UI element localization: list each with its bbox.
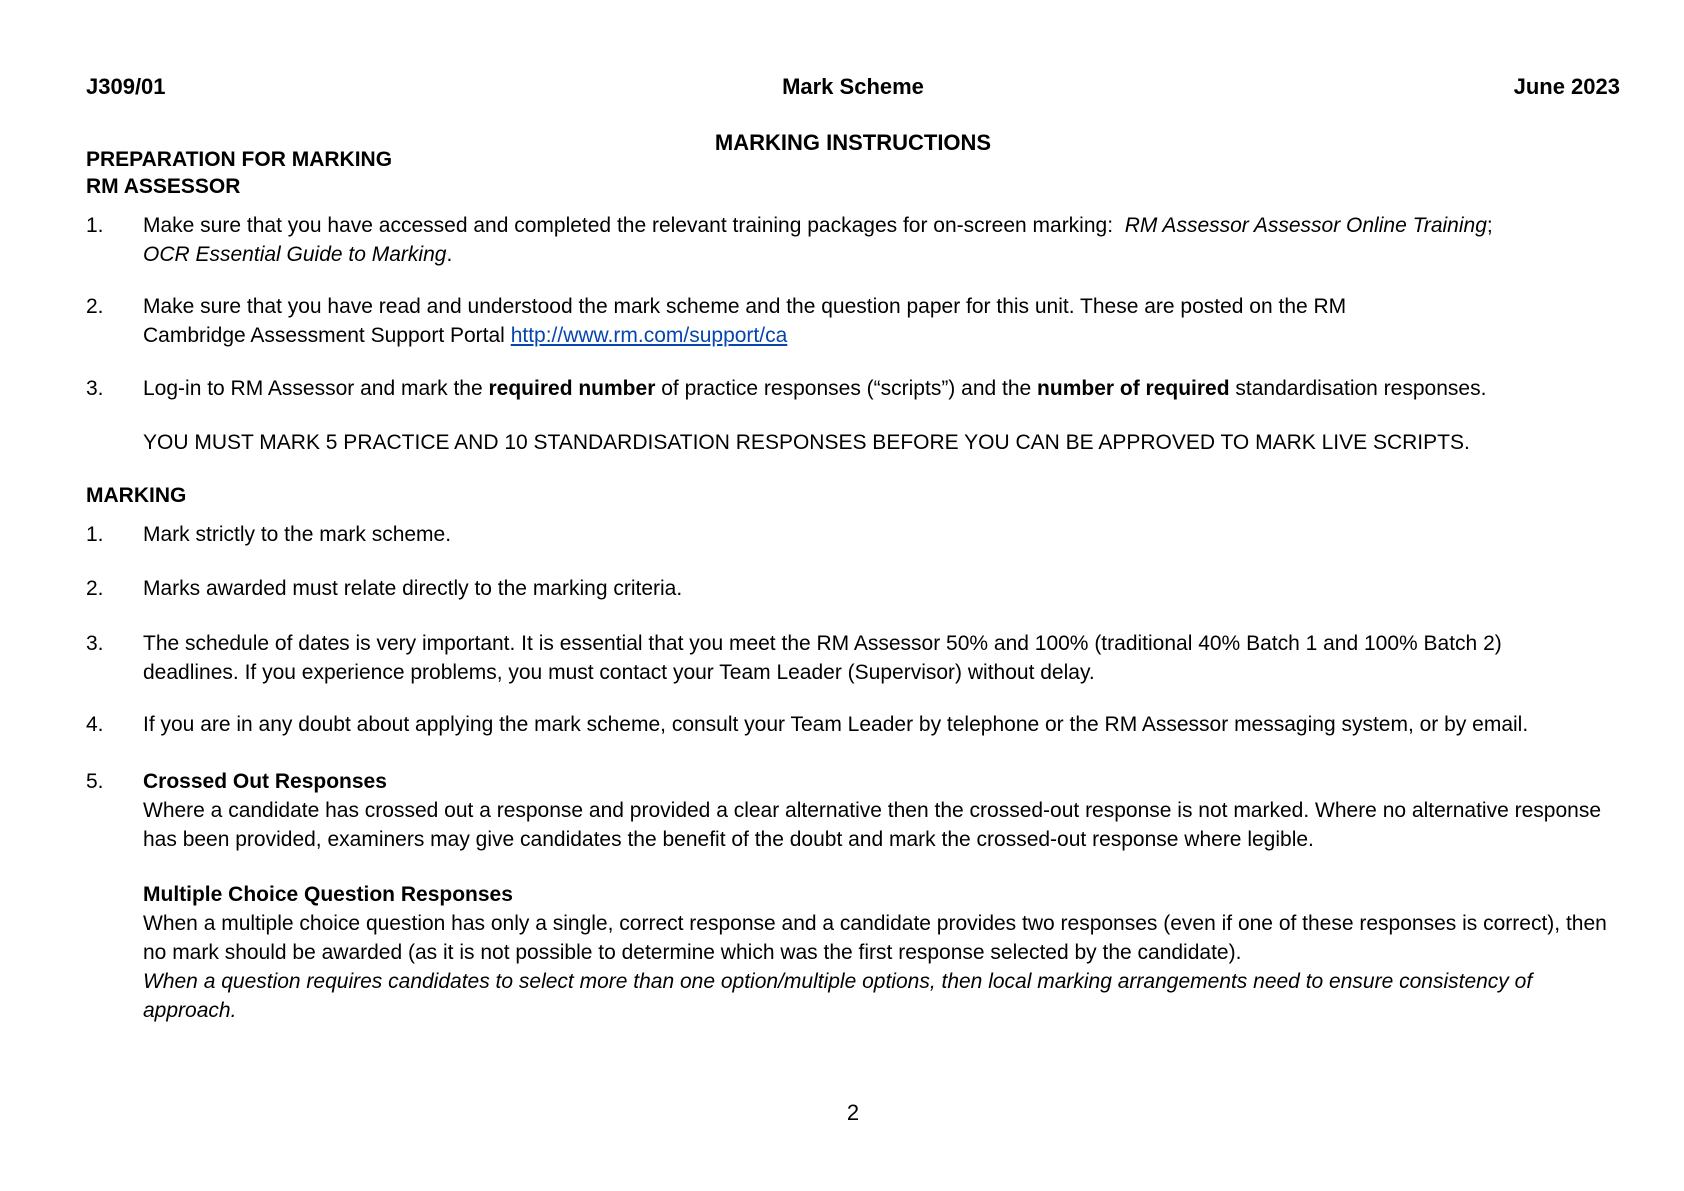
- prep-heading: PREPARATION FOR MARKING: [86, 148, 393, 171]
- support-portal-link[interactable]: http://www.rm.com/support/ca: [510, 324, 788, 347]
- item-text-c: .: [446, 243, 453, 266]
- page-number: 2: [846, 1100, 860, 1125]
- section-title: MARKING INSTRUCTIONS: [714, 130, 992, 155]
- mcq-italic-text: When a question requires candidates to select more than one option/multiple options, then local marking arrangements need to ensure consistency of approach.: [143, 970, 1533, 1022]
- header-date: June 2023: [1513, 74, 1620, 99]
- rm-assessor-heading: RM ASSESSOR: [86, 175, 241, 198]
- item-number: 3.: [86, 632, 104, 655]
- item-number: 2.: [86, 577, 104, 600]
- crossed-out-heading: Crossed Out Responses: [143, 770, 387, 793]
- item-text: Marks awarded must relate directly to the marking criteria.: [143, 577, 683, 600]
- item-text: If you are in any doubt about applying the mark scheme, consult your Team Leader by telephone or the RM Assessor messaging system, or by email.: [143, 713, 1529, 736]
- item-number: 4.: [86, 713, 104, 736]
- item-bold-a: required number: [488, 377, 656, 400]
- item-text-b: of practice responses (“scripts”) and the: [661, 377, 1032, 400]
- item-bold-b: number of required: [1037, 377, 1230, 400]
- item-text: [143, 374, 1620, 403]
- item-number: 2.: [86, 295, 104, 318]
- item-number: 5.: [86, 770, 104, 793]
- item-text-a: Make sure that you have accessed and completed the relevant training packages for on-screen marking:: [143, 214, 1114, 237]
- header-title: Mark Scheme: [782, 74, 924, 99]
- item-text-a: Log-in to RM Assessor and mark the: [143, 377, 483, 400]
- crossed-out-text: Where a candidate has crossed out a response and provided a clear alternative then the crossed-out response is not marked. Where no alternative response has been provided, examiners may give candidates the benefit of the doubt and mark the crossed-out response where legible.: [143, 799, 1602, 851]
- item-text: [143, 211, 1620, 269]
- document-page: [86, 60, 1620, 1140]
- item-text-b: ;: [1486, 214, 1493, 237]
- item-text: [143, 292, 1443, 350]
- page-header: [86, 72, 1620, 102]
- mcq-heading: Multiple Choice Question Responses: [143, 883, 513, 906]
- item-text-main: Make sure that you have read and understood the mark scheme and the question paper for this unit. These are posted on the RM Cambridge Assessment Support Portal: [143, 295, 1347, 347]
- mcq-text: [143, 880, 1620, 1025]
- item-number: 1.: [86, 523, 104, 546]
- guide-title: OCR Essential Guide to Marking: [143, 243, 447, 266]
- item-text: [143, 767, 1620, 854]
- training-title: RM Assessor Assessor Online Training: [1124, 214, 1487, 237]
- item-number: 1.: [86, 214, 104, 237]
- mcq-text-main: When a multiple choice question has only a single, correct response and a candidate provides two responses (even if one of these responses is correct), then no mark should be awarded (as it is not possible to determine which was the first response selected by the candidate).: [143, 912, 1607, 964]
- paper-code: J309/01: [86, 74, 166, 99]
- item-text: The schedule of dates is very important. It is essential that you meet the RM Assessor 50% and 100% (traditional 40% Batch 1 and 100% Batch 2) deadlines. If you experience problems, you must contact your Team Leader (Supervisor) without delay.: [143, 632, 1502, 684]
- practice-note: YOU MUST MARK 5 PRACTICE AND 10 STANDARDISATION RESPONSES BEFORE YOU CAN BE APPROVED TO MARK LIVE SCRIPTS.: [143, 431, 1470, 454]
- item-text-c: standardisation responses.: [1235, 377, 1487, 400]
- item-number: 3.: [86, 377, 104, 400]
- item-text: Mark strictly to the mark scheme.: [143, 523, 452, 546]
- marking-heading: MARKING: [86, 484, 187, 507]
